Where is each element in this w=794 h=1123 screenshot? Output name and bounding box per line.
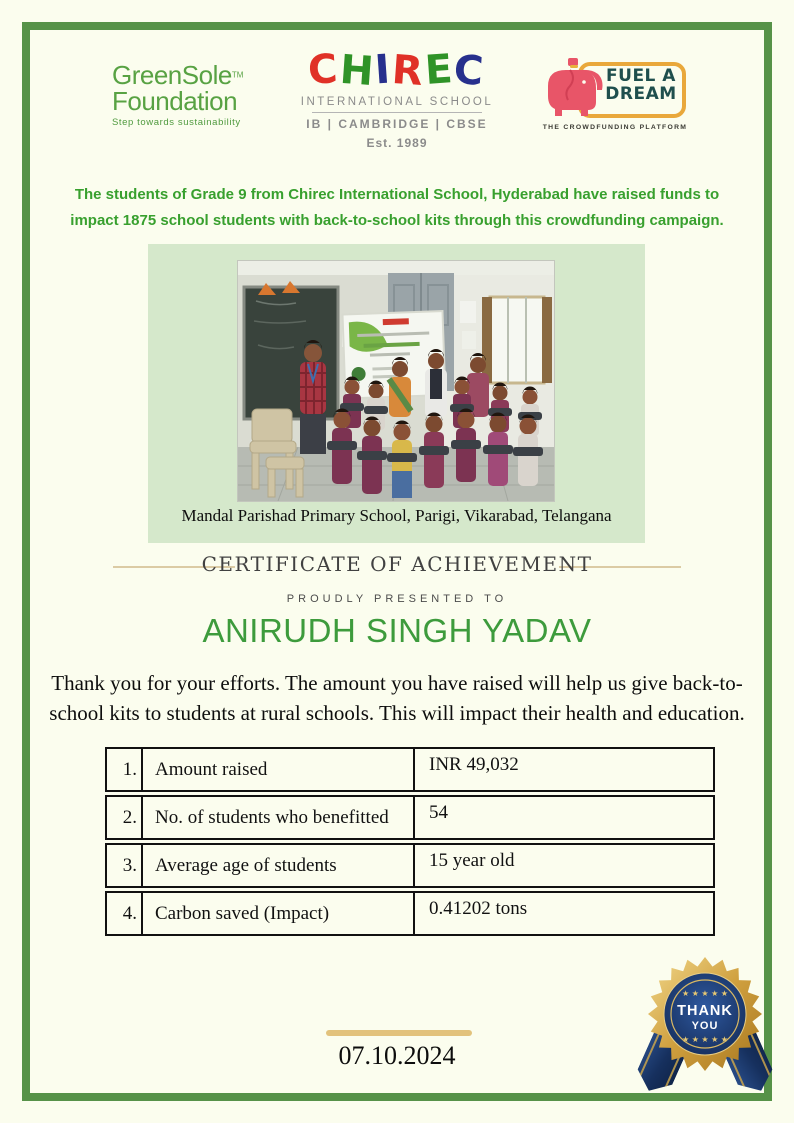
presented-to-label: PROUDLY PRESENTED TO [286, 593, 508, 605]
school-photo-illustration [238, 261, 554, 501]
greensole-foundation-logo [112, 62, 272, 128]
chirec-letter: E [423, 46, 456, 94]
badge-line2: YOU [691, 1020, 719, 1032]
chirec-subtitle: INTERNATIONAL SCHOOL [300, 96, 494, 108]
certificate-title: CERTIFICATE OF ACHIEVEMENT [201, 552, 593, 576]
chirec-established: Est. 1989 [366, 136, 428, 150]
chirec-school-logo [297, 45, 497, 150]
chirec-letter: C [452, 46, 488, 96]
table-row [105, 795, 715, 840]
fuel-a-dream-wordmark [598, 68, 684, 104]
row-number: 3. [107, 845, 143, 886]
row-number: 2. [107, 797, 143, 838]
table-row [105, 891, 715, 936]
thank-you-message: Thank you for your efforts. The amount you have raised will help us give back-to-school kits to students at rural schools. This will impact their health and education. [49, 671, 745, 726]
chirec-letter: C [306, 45, 342, 95]
fuel-a-dream-logo [540, 56, 690, 140]
row-label: Amount raised [143, 749, 415, 790]
row-label: Carbon saved (Impact) [143, 893, 415, 934]
row-value: 15 year old [429, 850, 515, 871]
row-label: Average age of students [143, 845, 415, 886]
table-row [105, 843, 715, 888]
chirec-divider [312, 112, 482, 113]
row-number: 4. [107, 893, 143, 934]
greensole-logo-name2: Foundation [112, 86, 238, 116]
chirec-boards: IB | CAMBRIDGE | CBSE [306, 117, 488, 131]
fuel-a-dream-line1: FUEL A [606, 66, 676, 86]
recipient-name: ANIRUDH SINGH YADAV [202, 612, 592, 649]
row-value: INR 49,032 [429, 754, 519, 775]
fuel-a-dream-tagline: THE CROWDFUNDING PLATFORM [542, 124, 688, 131]
campaign-intro-text: The students of Grade 9 from Chirec International School, Hyderabad have raised funds to impact 1875 school students with back-to-school kits through this crowdfunding campaign. [70, 186, 724, 229]
greensole-logo-name: GreenSole™ [112, 60, 244, 90]
row-label: No. of students who benefitted [143, 797, 415, 838]
chirec-wordmark [297, 45, 497, 96]
photo-caption: Mandal Parishad Primary School, Parigi, Vikarabad, Telangana [181, 506, 612, 525]
row-value: 0.41202 tons [429, 898, 528, 919]
row-value: 54 [429, 802, 448, 823]
stats-table [105, 747, 715, 936]
chirec-letter: H [338, 46, 377, 96]
date-rule [326, 1030, 472, 1036]
fuel-a-dream-line2: DREAM [605, 83, 677, 104]
chirec-letter: R [390, 46, 427, 96]
badge-line1: THANK [677, 1003, 733, 1019]
badge-stars-bottom: ★ ★ ★ ★ ★ [681, 1035, 729, 1044]
row-number: 1. [107, 749, 143, 790]
elephant-piggybank-icon [540, 56, 604, 126]
thank-you-badge [641, 956, 769, 1106]
certificate-date: 07.10.2024 [338, 1041, 456, 1070]
badge-stars-top: ★ ★ ★ ★ ★ [681, 989, 729, 998]
greensole-tagline: Step towards sustainability [112, 117, 241, 128]
chirec-letter: I [373, 46, 394, 94]
photo-panel [148, 244, 645, 543]
badge-medal-icon [641, 956, 769, 1084]
table-row [105, 747, 715, 792]
